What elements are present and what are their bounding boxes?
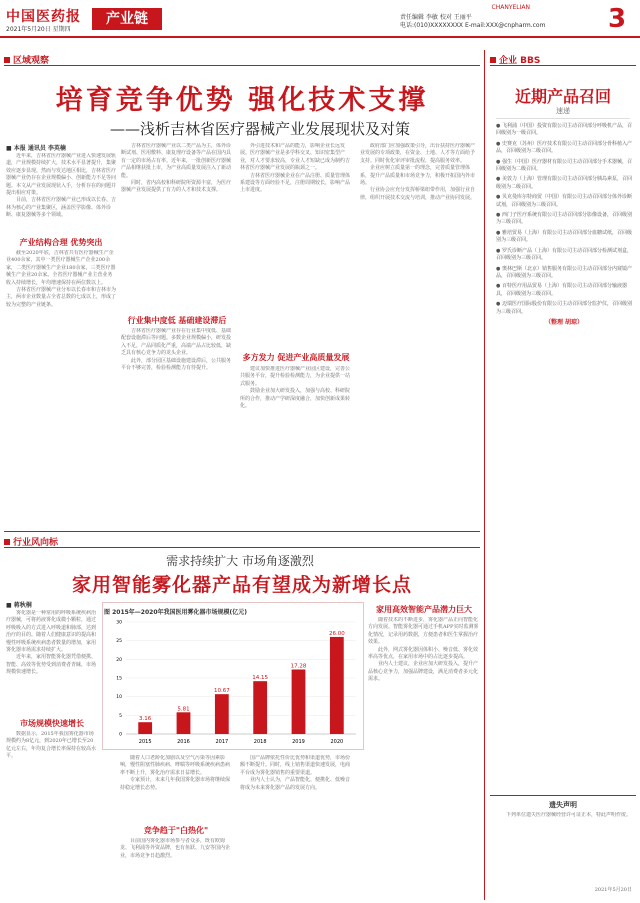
- paragraph: 随着技术的不断进步，雾化器产品正向智能化方向发展。智能雾化器可通过手机APP实时监测雾化情况，记录用药数据，方便患者和医生掌握治疗效果。: [368, 617, 479, 646]
- square-icon: [490, 57, 496, 63]
- y-tick-label: 30: [116, 620, 122, 626]
- list-item: ● 奥林巴斯（北京）销售服务有限公司主动召回部分内窥镜产品，召回级别为三级召回。: [496, 265, 632, 279]
- paragraph: 此外，网式雾化器因体积小、噪音低、雾化效率高等优点，在家用市场中的占比逐步提高。: [368, 646, 479, 661]
- paragraph: 建议加快推进医疗器械产业园区建设，完善公共服务平台，提升检验检测能力，为企业提供一站式服务。: [240, 366, 351, 387]
- data-label: 3.16: [139, 716, 152, 723]
- top-headline: 培育竞争优势 强化技术支撑: [55, 85, 429, 116]
- paragraph: 截至2020年底，吉林省共有医疗器械生产企业400余家，其中一类医疗器械生产企业200余家，二类医疗器械生产企业180余家，三类医疗器械生产企业20余家。全省医疗器械产业主营业务收入持续增长，年均增速保持在两位数以上。: [6, 250, 116, 286]
- paragraph: 雾化器是一种常用的呼吸系统疾病治疗器械，可将药液雾化成微小颗粒，通过呼吸吸入的方式进入呼吸道和肺部，达到治疗的目的。随着人们健康意识的提高和慢性呼吸系统疾病患者数量的增加，家用雾化器市场需求持续扩大。: [6, 610, 97, 654]
- list-item: ● 强生（中国）医疗器材有限公司主动召回部分手术器械，召回级别为二级召回。: [496, 158, 632, 173]
- sidebar-bottom-rule: [490, 795, 636, 796]
- x-tick-label: 2016: [177, 739, 190, 745]
- top-col1b-text: [6, 250, 116, 530]
- top-sec2-title: 行业集中度低 基础建设滞后: [127, 315, 227, 325]
- bottom-sec2-title: 竞争趋于"白热化": [143, 825, 209, 835]
- list-item: ● 西门子医疗系统有限公司主动召回部分影像设备，召回级别为三级召回。: [496, 212, 632, 226]
- paragraph: 目前国内雾化器市场参与者众多，既有欧姆龙、飞利浦等外资品牌，也有鱼跃、九安等国内企业，市场竞争日趋激烈。: [120, 838, 231, 859]
- paragraph: 目前，吉林省医疗器械产业已形成以长春、吉林为核心的产业集聚区，涵盖医学影像、体外诊断、康复器械等多个领域。: [6, 197, 116, 219]
- bar: [330, 637, 344, 734]
- bar: [253, 681, 267, 734]
- data-label: 26.00: [328, 630, 345, 637]
- bar-chart: [102, 616, 364, 750]
- list-item: ● 贝克曼库尔特商贸（中国）有限公司主动召回部分体外诊断试剂，召回级别为三级召回。: [496, 194, 632, 208]
- sidebar-foot: （整理 胡琼）: [544, 318, 584, 326]
- bottom-kicker: 需求持续扩大 市场角逐激烈: [166, 554, 314, 568]
- x-tick-label: 2015: [138, 739, 152, 745]
- y-tick-label: 0: [119, 732, 122, 738]
- bottom-author: ■ 蒋秋桐: [6, 602, 32, 609]
- y-tick-label: 10: [116, 695, 122, 701]
- list-item: ● 史赛克（苏州）医疗技术有限公司主动召回部分骨科植入产品，召回级别为二级召回。: [496, 140, 632, 155]
- editor-line: 责任编辑 李敏 校对 王丽平: [400, 14, 472, 21]
- list-item: ● 美敦力（上海）管理有限公司主动召回部分胰岛素泵，召回级别为二级召回。: [496, 176, 632, 190]
- x-tick-label: 2017: [215, 739, 229, 745]
- paragraph: 近年来，家用智能雾化器凭借便携、智能、高效等优势受到消费者青睐，市场规模快速增长。: [6, 654, 97, 676]
- top-col2b-text: [121, 328, 233, 528]
- column-label-text: 企业 BBS: [499, 56, 541, 66]
- bottom-col2-text: [120, 755, 232, 821]
- page-number: 3: [608, 4, 627, 34]
- bottom-col1-text: [6, 610, 98, 715]
- paragraph: 此外，部分园区基础设施建设滞后，公共服务平台不够完善，检验检测能力有待提升。: [121, 357, 232, 372]
- bottom-sec1-title: 市场规模快速增长: [20, 718, 84, 728]
- column-label-trend: [4, 535, 480, 548]
- page-header: [0, 0, 640, 36]
- y-tick-label: 5: [119, 713, 122, 719]
- bottom-headline: 家用智能雾化器产品有望成为新增长点: [71, 574, 412, 596]
- notice-text: [496, 812, 632, 884]
- chart-title: 图 2015年—2020年我国医用雾化器市场规模(亿元): [104, 609, 247, 616]
- paragraph: 同时，省内高校和科研院所资源丰富，为医疗器械产业发展提供了有力的人才和技术支撑。: [121, 180, 232, 194]
- paragraph: 吉林省医疗器械产业存在行业集中度低、基础配套设施滞后等问题。多数企业规模偏小，研发投入不足，产品同质化严重，高端产品占比较低，缺乏具有核心竞争力的龙头企业。: [121, 328, 232, 357]
- paragraph: 行业协会应充分发挥桥梁纽带作用，加强行业自律，组织开展技术交流与培训，推动产业协同发展。: [360, 187, 476, 201]
- top-col1-text: [6, 153, 116, 227]
- paragraph: 业内人士建议，企业应加大研发投入，提升产品核心竞争力，加强品牌建设，满足消费者多元化需求。: [368, 661, 479, 683]
- square-icon: [4, 57, 10, 63]
- square-icon: [4, 539, 10, 545]
- paragraph: 吉林省医疗器械企业在产品注册、质量管理体系建设等方面经验不足，注册周期较长，影响产品上市进度。: [240, 172, 351, 194]
- list-item: ● 罗氏诊断产品（上海）有限公司主动召回部分检测试剂盒，召回级别为三级召回。: [496, 247, 632, 262]
- column-label-text: 区域观察: [13, 56, 50, 66]
- paragraph: 企业应树立质量第一的理念，完善质量管理体系，提升产品质量和市场竞争力，积极开拓国内外市场。: [360, 165, 476, 187]
- paragraph: 国产品牌依托性价比优势和渠道优势，市场份额不断提升。同时，线上销售渠道快速发展，电商平台成为雾化器销售的重要渠道。: [240, 755, 351, 776]
- top-subhead: ——浅析吉林省医疗器械产业发展现状及对策: [109, 120, 410, 138]
- column-label-bbs: [490, 53, 636, 66]
- y-tick-label: 20: [116, 657, 122, 663]
- sidebar-title: 近期产品召回: [514, 87, 611, 106]
- contact-line: 电话:(010)XXXXXXXX E-mail:XXX@cnpharm.com: [400, 22, 546, 29]
- y-tick-label: 25: [116, 639, 122, 645]
- x-tick-label: 2020: [330, 739, 344, 745]
- recall-list: [496, 123, 632, 783]
- section-rule: [4, 531, 480, 532]
- list-item: ● 百特医疗用品贸易（上海）有限公司主动召回部分输液器具，召回级别为三级召回。: [496, 283, 627, 297]
- paragraph: 政府部门应加强政策引导，出台扶持医疗器械产业发展的专项政策，在资金、土地、人才等方面给予支持。同时优化审评审批流程，提高服务效率。: [360, 143, 476, 164]
- list-item: ● 飞利浦（中国）投资有限公司主动召回部分呼吸机产品，召回级别为一级召回。: [496, 123, 632, 137]
- bottom-col1b-text: [6, 731, 98, 899]
- top-col4-text: [360, 143, 476, 528]
- paragraph: 随着人口老龄化加剧以及空气污染等因素影响，慢性阻塞性肺疾病、哮喘等呼吸系统疾病患病率不断上升，雾化治疗需求日益增长。: [120, 755, 231, 776]
- date-line: 2021年5月20日 星期四: [6, 26, 71, 33]
- paragraph: 吉林省医疗器械产业分布以长春市和吉林市为主，两市企业数量占全省总数的七成以上，形成了较为完整的产业链条。: [6, 287, 116, 308]
- list-item: ● 雅培贸易（上海）有限公司主动召回部分血糖试纸，召回级别为三级召回。: [496, 229, 632, 244]
- paragraph: 数据显示，2015年我国雾化器市场规模约为8亿元，到2020年已增长至20亿元左右，年均复合增长率保持在较高水平。: [6, 731, 97, 760]
- column-label-text: 行业风向标: [13, 538, 59, 548]
- list-item: ● 迈瑞医疗国际股份有限公司主动召回部分监护仪，召回级别为三级召回。: [496, 301, 632, 315]
- editor-info: [400, 14, 600, 30]
- bottom-col4-text: [368, 617, 480, 898]
- masthead: 中国医药报: [6, 9, 81, 25]
- bottom-sec3-title: 家用高效智能产品潜力巨大: [376, 604, 472, 614]
- sidebar-rule: [496, 118, 630, 119]
- bar: [177, 712, 191, 734]
- data-label: 10.67: [213, 688, 230, 695]
- paragraph: 专家预计，未来几年我国雾化器市场将继续保持稳定增长态势。: [120, 777, 231, 791]
- section-english: CHANYELIAN: [491, 4, 530, 11]
- y-tick-label: 15: [116, 676, 122, 682]
- notice-date: 2021年5月20日: [594, 887, 632, 893]
- paragraph: 吉林省医疗器械产业以二类产品为主，体外诊断试剂、医用敷料、康复理疗设备等产品在国内具有一定的市场占有率。近年来，一批创新医疗器械产品相继获批上市，为产业高质量发展注入了新动能。: [121, 143, 232, 179]
- paragraph: 业内人士认为，产品智能化、便携化、低噪音将成为未来雾化器产品的发展方向。: [240, 777, 351, 791]
- top-author: ■ 本报 通讯员 李英楠: [6, 145, 66, 152]
- bar: [138, 722, 152, 734]
- top-sec1-title: 产业结构合理 优势突出: [19, 237, 103, 247]
- top-col3b-text: [240, 366, 352, 526]
- paragraph: 鼓励企业加大研发投入，加强与高校、科研院所的合作，推动产学研深度融合，加快创新成果转化。: [240, 388, 351, 410]
- column-divider: [484, 50, 485, 900]
- bar: [215, 694, 229, 734]
- section-badge: 产业链: [92, 8, 162, 30]
- bar: [292, 669, 306, 734]
- top-col3-text: [240, 143, 352, 323]
- notice-title: 遗失声明: [549, 800, 577, 809]
- bottom-col3-text: [240, 755, 352, 898]
- data-label: 17.28: [290, 663, 307, 670]
- top-sec3-title: 多方发力 促进产业高质量发展: [242, 352, 350, 362]
- paragraph: 外引进技术和产品的能力，影响企业长远发展。医疗器械产业是多学科交叉、知识密集型产业，对人才要求较高，专业人才短缺已成为制约吉林省医疗器械产业发展的瓶颈之一。: [240, 143, 351, 172]
- top-col2-text: [121, 143, 233, 291]
- sidebar-subtitle: 速递: [556, 107, 570, 115]
- bottom-col2b-text: [120, 838, 232, 898]
- x-tick-label: 2019: [292, 739, 305, 745]
- column-label-regional: [4, 53, 480, 66]
- x-tick-label: 2018: [253, 739, 267, 745]
- data-label: 5.81: [177, 706, 190, 713]
- paragraph: 近年来，吉林省医疗器械产业进入快速发展轨道，产业规模持续扩大，技术水平显著提升，集聚效应逐步显现。然而与发达地区相比，吉林省医疗器械产业仍存在企业规模偏小、创新能力不足等问题。本文从产业发展现状入手，分析存在的问题并提出相应对策。: [6, 153, 116, 197]
- paragraph: 下列单位遗失医疗器械经营许可证正本，特此声明作废。: [506, 812, 632, 818]
- header-rule: [0, 36, 640, 38]
- data-label: 14.15: [252, 675, 269, 682]
